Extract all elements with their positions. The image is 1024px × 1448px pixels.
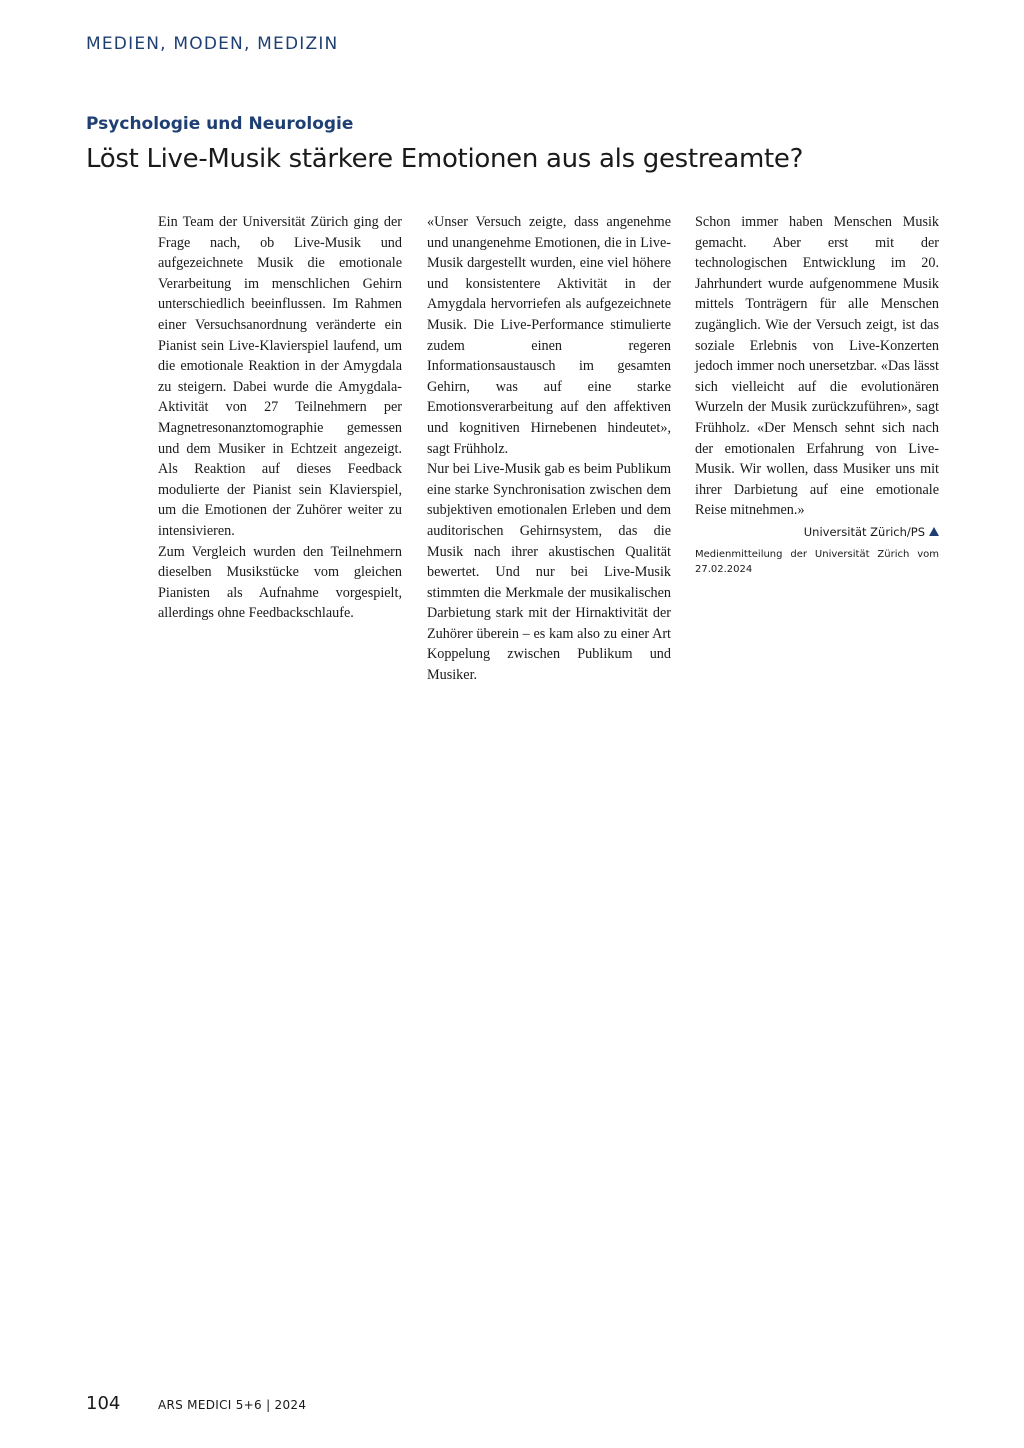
section-heading: MEDIEN, MODEN, MEDIZIN <box>86 34 339 54</box>
author-signature <box>695 523 939 541</box>
signature-text: Universität Zürich/PS <box>803 524 925 539</box>
text-column-2 <box>427 212 671 686</box>
article-kicker: Psychologie und Neurologie <box>86 114 354 134</box>
page-number: 104 <box>86 1393 121 1414</box>
text-column-1 <box>158 212 402 624</box>
paragraph-quote: «Unser Versuch zeigte, dass angenehme und unangenehme Emotionen, die in Live-Musik dargestellt wurden, eine viel höhere und konsistentere Aktivität in der Amygdala hervorriefen als aufgezeichnete Musik. Die Live-Performance stimulierte zudem einen regeren Informationsaustausch im gesamten Gehirn, was auf eine starke Emotionsverarbeitung auf den affektiven und kognitiven Hirnebenen hindeutet», sagt Frühholz. <box>427 214 671 457</box>
article-title: Löst Live-Musik stärkere Emotionen aus als gestreamte? <box>86 144 804 174</box>
paragraph-intro: Ein Team der Universität Zürich ging der Frage nach, ob Live-Musik und aufgezeichnete Musik die emotionale Verarbeitung im menschlichen Gehirn unterschiedlich beeinflussen. Im Rahmen einer Versuchsanordnung veränderte ein Pianist sein Live-Klavierspiel laufend, um die emotionale Reaktion in der Amygdala zu steigern. Dabei wurde die Amygdala-Aktivität von 27 Teilnehmern per Magnetresonanztomographie gemessen und dem Musiker in Echtzeit angezeigt. Als Reaktion auf dieses Feedback modulierte der Pianist sein Klavierspiel, um die Emotionen der Zuhörer weiter zu intensivieren. <box>158 214 402 539</box>
journal-issue: ARS MEDICI 5+6 | 2024 <box>158 1398 307 1412</box>
triangle-icon <box>929 527 939 536</box>
paragraph-synchronisation: Nur bei Live-Musik gab es beim Publikum eine starke Synchronisation zwischen dem subjektiven emotionalen Erleben und dem auditorischen Gehirnsystem, das die Musik nach ihrer akustischen Qualität bewertet. Und nur bei Live-Musik stimmten die Merkmale der musikalischen Darbietung stark mit der Hirnaktivität der Zuhörer überein – es kam also zu einer Art Koppelung zwischen Publikum und Musiker. <box>427 461 671 684</box>
source-note: Medienmitteilung der Universität Zürich vom 27.02.2024 <box>695 548 939 575</box>
text-column-3 <box>695 212 939 577</box>
paragraph-history: Schon immer haben Menschen Musik gemacht. Aber erst mit der technologischen Entwicklung im 20. Jahrhundert wurde aufgenommene Musik mittels Tonträgern für alle Menschen zugänglich. Wie der Versuch zeigt, ist das soziale Erlebnis von Live-Konzerten jedoch immer noch unersetzbar. «Das lässt sich vielleicht auf die evolutionären Wurzeln der Musik zurückzuführen», sagt Frühholz. «Der Mensch sehnt sich nach der emotionalen Erfahrung von Live-Musik. Wir wollen, dass Musiker uns mit ihrer Darbietung auf eine emotionale Reise mitnehmen.» <box>695 214 939 519</box>
paragraph-comparison: Zum Vergleich wurden den Teilnehmern dieselben Musikstücke vom gleichen Pianisten als Aufnahme vorgespielt, allerdings ohne Feedbackschlaufe. <box>158 543 402 622</box>
